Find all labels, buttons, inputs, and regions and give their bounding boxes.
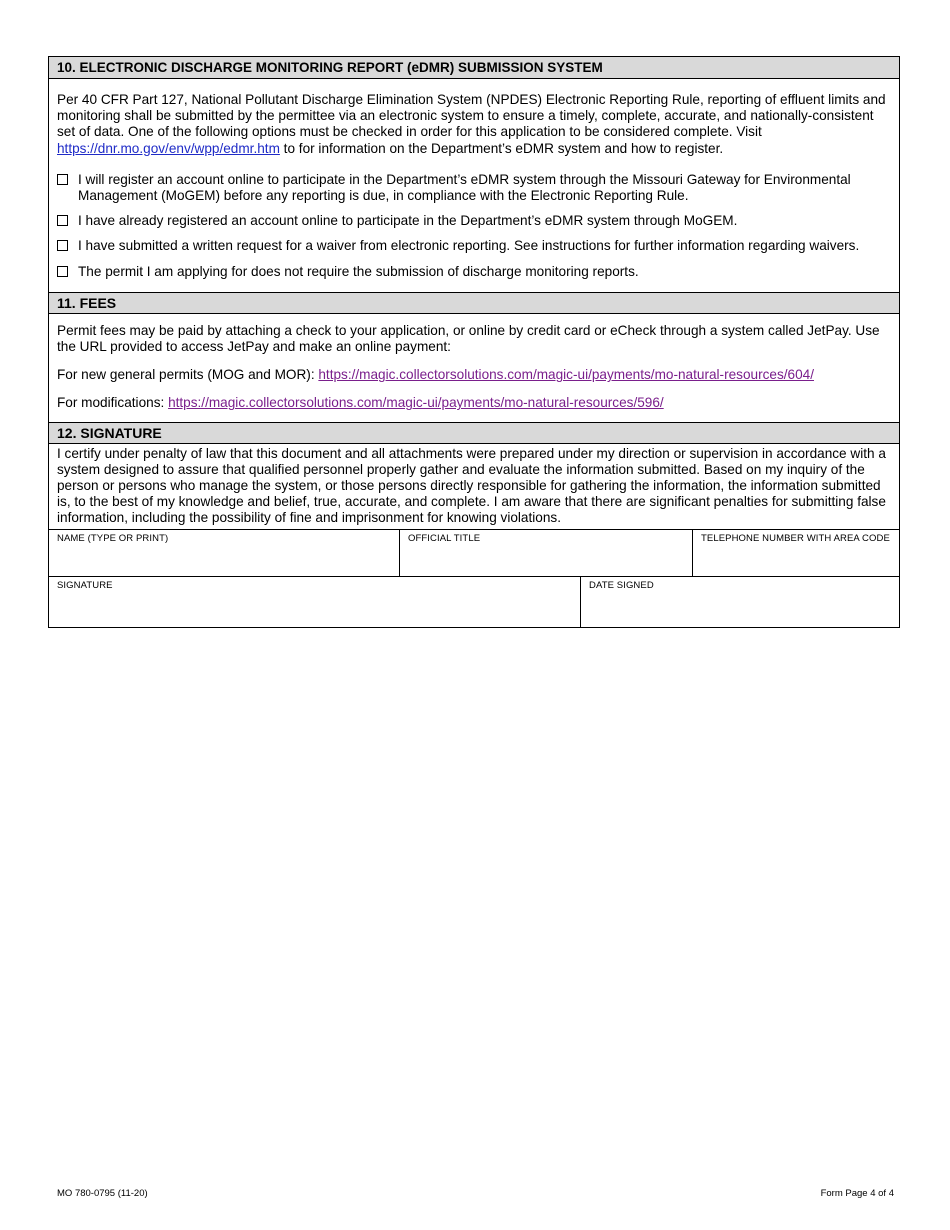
date-signed-field[interactable] bbox=[580, 577, 899, 627]
telephone-label: TELEPHONE NUMBER WITH AREA CODE bbox=[701, 532, 890, 544]
name-field[interactable] bbox=[49, 530, 399, 576]
section-10-body bbox=[49, 79, 899, 292]
certification-text: I certify under penalty of law that this document and all attachments were prepared under my direction or supervision in accordance with a system designed to assure that qualified personnel properly gather and evaluate the information submitted. Based on my inquiry of the person or persons who manage the system, or those persons directly responsible for gathering the information, the information submitted is, to the best of my knowledge and belief, true, accurate, and complete. I am aware that there are significant penalties for submitting false information, including the possibility of fine and imprisonment for knowing violations. bbox=[57, 445, 886, 526]
date-signed-label: DATE SIGNED bbox=[589, 579, 654, 591]
section-11-body bbox=[49, 314, 899, 422]
signature-field[interactable] bbox=[49, 577, 580, 627]
fees-intro: Permit fees may be paid by attaching a check to your application, or online by credit card or eCheck through a system called JetPay. Use the URL provided to access JetPay and make an online payment: bbox=[57, 322, 880, 355]
edmr-option-register[interactable] bbox=[57, 172, 891, 204]
edmr-intro-text: Per 40 CFR Part 127, National Pollutant Discharge Elimination System (NPDES) Electronic Reporting Rule, reporting of effluent limits and monitoring shall be submitted by the permittee via an electronic system to ensure a timely, complete, accurate, and nationally-consistent set of data. One of the following options must be checked in order for this application to be considered complete. Visit bbox=[57, 92, 886, 140]
option-label: I have submitted a written request for a waiver from electronic reporting. See instructions for further information regarding waivers. bbox=[78, 238, 860, 254]
edmr-waiver-checkbox[interactable] bbox=[57, 240, 68, 251]
official-title-label: OFFICIAL TITLE bbox=[408, 532, 481, 544]
edmr-register-checkbox[interactable] bbox=[57, 174, 68, 185]
edmr-link[interactable]: https://dnr.mo.gov/env/wpp/edmr.htm bbox=[57, 140, 280, 156]
fees-modifications bbox=[57, 395, 891, 411]
page-number: Form Page 4 of 4 bbox=[820, 1188, 894, 1199]
section-10-heading: 10. ELECTRONIC DISCHARGE MONITORING REPORT (eDMR) SUBMISSION SYSTEM bbox=[49, 57, 899, 79]
option-label: I will register an account online to participate in the Department’s eDMR system through the Missouri Gateway for Environmental Management (MoGEM) before any reporting is due, in compliance with the Electronic Reporting Rule. bbox=[78, 171, 851, 204]
official-title-field[interactable] bbox=[399, 530, 692, 576]
edmr-intro bbox=[57, 92, 891, 157]
form-number: MO 780-0795 (11-20) bbox=[57, 1188, 148, 1199]
telephone-field[interactable] bbox=[692, 530, 899, 576]
application-form bbox=[48, 56, 900, 628]
edmr-intro-tail: to for information on the Department’s eDMR system and how to register. bbox=[279, 140, 724, 156]
signature-label: SIGNATURE bbox=[57, 579, 113, 591]
signature-row-2 bbox=[49, 576, 899, 627]
edmr-not-required-checkbox[interactable] bbox=[57, 266, 68, 277]
fees-mod-link[interactable]: https://magic.collectorsolutions.com/magic-ui/payments/mo-natural-resources/596/ bbox=[168, 395, 664, 411]
section-12-heading: 12. SIGNATURE bbox=[49, 422, 899, 444]
option-label: I have already registered an account online to participate in the Department’s eDMR system through MoGEM. bbox=[78, 213, 738, 229]
fees-new-permits bbox=[57, 367, 891, 383]
section-11-heading: 11. FEES bbox=[49, 292, 899, 314]
fees-new-link[interactable]: https://magic.collectorsolutions.com/magic-ui/payments/mo-natural-resources/604/ bbox=[318, 367, 814, 383]
signature-row-1 bbox=[49, 529, 899, 576]
name-field-label: NAME (TYPE OR PRINT) bbox=[57, 532, 169, 544]
option-label: The permit I am applying for does not require the submission of discharge monitoring reports. bbox=[78, 263, 639, 279]
fees-mod-label: For modifications: bbox=[57, 395, 169, 411]
edmr-registered-checkbox[interactable] bbox=[57, 215, 68, 226]
edmr-option-registered[interactable] bbox=[57, 213, 891, 229]
edmr-option-not-required[interactable] bbox=[57, 264, 891, 280]
edmr-option-waiver[interactable] bbox=[57, 238, 891, 254]
fees-new-label: For new general permits (MOG and MOR): bbox=[57, 367, 319, 383]
